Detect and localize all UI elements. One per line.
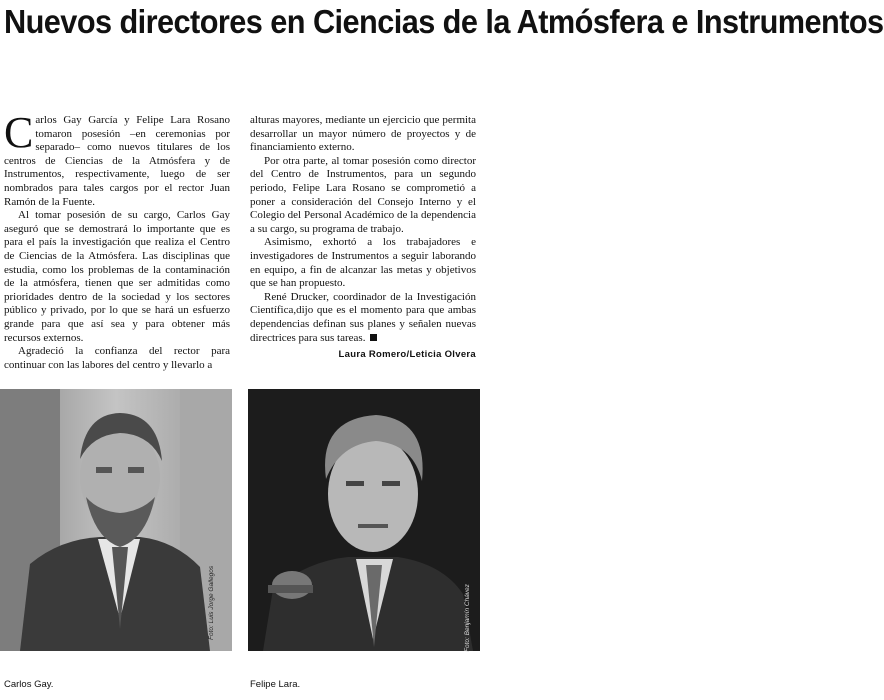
- paragraph-4: Por otra parte, al tomar posesión como director del Centro de Instrumentos, para un segundo periodo, Felipe Lara Rosano se comprometió a poner a consideración del Consejo Interno y el Colegio del Personal Académico de la dependencia a su cargo, su programa de trabajo.: [250, 154, 476, 235]
- photo-credit-left: Foto: Luis Jorge Gallegos: [208, 565, 215, 640]
- article-column-left: [4, 108, 230, 372]
- drop-cap: C: [4, 108, 34, 157]
- paragraph-3-start: Agradeció la confianza del rector para continuar con las labores del centro y llevarlo a: [4, 345, 230, 371]
- paragraph-1-text: arlos Gay García y Felipe Lara Rosano tomaron posesión –en ceremonias por separado– como nuevos titulares de los centros de Ciencias de la Atmósfera y de Instrumentos, respectivamente, luego de ser nombrados para tales cargos por el rector Juan Ramón de la Fuente.: [4, 114, 230, 208]
- photo-felipe-lara: [248, 389, 480, 651]
- paragraph-6-text: René Drucker, coordinador de la Investigación Científica,dijo que es el momento para que ambas dependencias definan sus planes y señalen nuevas directrices para sus tareas.: [250, 290, 476, 344]
- portrait-felipe-lara: [248, 389, 480, 651]
- headline: Nuevos directores en Ciencias de la Atmósfera e Instrumentos: [4, 3, 884, 40]
- end-of-article-icon: [370, 334, 377, 341]
- caption-felipe-lara: Felipe Lara.: [250, 679, 301, 690]
- paragraph-1: [4, 108, 230, 209]
- paragraph-2: Al tomar posesión de su cargo, Carlos Gay aseguró que se demostrará lo importante que es para el país la investigación que realiza el Centro de Ciencias de la Atmósfera. Las disciplinas que estudia, como los problemas de la contaminación de la atmósfera, tienen que ser admitidas como prioridades dentro de la sociedad y los sectores público y privado, por lo que se hará un esfuerzo grande para que así sea y para obtener más recursos externos.: [4, 209, 230, 344]
- paragraph-3-end: alturas mayores, mediante un ejercicio que permita desarrollar un mayor número de proyectos y de financiamiento externo.: [250, 114, 476, 154]
- photo-credit-right: Foto: Benjamín Chávez: [464, 584, 471, 652]
- photo-carlos-gay: [0, 389, 232, 651]
- byline: Laura Romero/Leticia Olvera: [338, 349, 476, 361]
- paragraph-5: Asimismo, exhortó a los trabajadores e investigadores de Instrumentos a seguir laborando en equipo, a fin de alcanzar las metas y objetivos que se han propuesto.: [250, 236, 476, 290]
- article-column-right: [250, 114, 476, 362]
- paragraph-6: [250, 291, 476, 345]
- caption-carlos-gay: Carlos Gay.: [4, 679, 54, 690]
- portrait-carlos-gay: [0, 389, 232, 651]
